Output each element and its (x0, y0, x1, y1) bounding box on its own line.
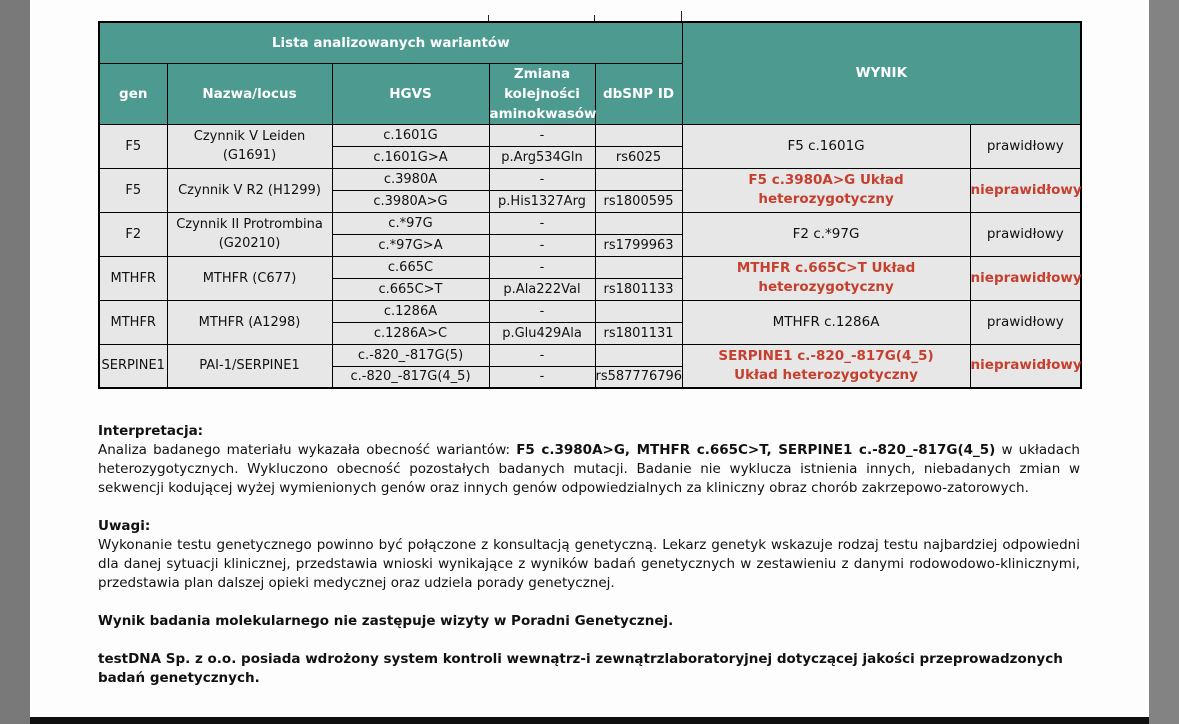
cell-status: prawidłowy (970, 300, 1081, 344)
variant-row (99, 256, 1081, 278)
page-bottom-bar (30, 717, 1149, 724)
column-header-dbsnp-id: dbSNP ID (595, 63, 682, 124)
cell-status: nieprawidłowy (970, 256, 1081, 300)
cell-dbsnp (595, 168, 682, 190)
cell-dbsnp: rs6025 (595, 146, 682, 168)
cell-hgvs: c.3980A>G (332, 190, 489, 212)
cell-dbsnp: rs1801131 (595, 322, 682, 344)
column-header-zmiana-aminokwasow: Zmiana kolejności aminokwasów (489, 63, 595, 124)
cell-dbsnp: rs1801133 (595, 278, 682, 300)
cell-result: SERPINE1 c.-820_-817G(4_5) Układ heterozygotyczny (682, 344, 970, 388)
cell-aa-change: p.Glu429Ala (489, 322, 595, 344)
cell-hgvs: c.3980A (332, 168, 489, 190)
cell-result: MTHFR c.665C>T Układ heterozygotyczny (682, 256, 970, 300)
cell-aa-change: - (489, 124, 595, 146)
right-gray-margin (1149, 0, 1179, 724)
disclaimer-line: Wynik badania molekularnego nie zastępuje wizyty w Poradni Genetycznej. (98, 613, 674, 629)
cell-dbsnp (595, 256, 682, 278)
cell-name: MTHFR (A1298) (167, 300, 332, 344)
cell-hgvs: c.-820_-817G(5) (332, 344, 489, 366)
cell-aa-change: - (489, 212, 595, 234)
cell-aa-change: p.Ala222Val (489, 278, 595, 300)
cell-result: F5 c.1601G (682, 124, 970, 168)
cell-result: F5 c.3980A>G Układ heterozygotyczny (682, 168, 970, 212)
cell-gen: F5 (99, 168, 167, 212)
cell-gen: F2 (99, 212, 167, 256)
remarks-heading: Uwagi: (98, 518, 151, 534)
column-header-hgvs: HGVS (332, 63, 489, 124)
cell-gen: MTHFR (99, 256, 167, 300)
column-header-wynik: WYNIK (682, 22, 1081, 124)
interpretation-heading: Interpretacja: (98, 423, 204, 439)
variant-row (99, 212, 1081, 234)
cell-dbsnp: rs587776796 (595, 366, 682, 388)
cell-hgvs: c.-820_-817G(4_5) (332, 366, 489, 388)
cell-result: MTHFR c.1286A (682, 300, 970, 344)
interpretation-paragraph (98, 422, 1080, 498)
cell-dbsnp (595, 300, 682, 322)
cell-hgvs: c.*97G (332, 212, 489, 234)
cell-name: Czynnik V R2 (H1299) (167, 168, 332, 212)
cell-aa-change: p.Arg534Gln (489, 146, 595, 168)
cell-dbsnp (595, 344, 682, 366)
cell-gen: MTHFR (99, 300, 167, 344)
cell-hgvs: c.665C>T (332, 278, 489, 300)
cell-status: nieprawidłowy (970, 344, 1081, 388)
cell-aa-change: p.His1327Arg (489, 190, 595, 212)
column-header-nazwa-locus: Nazwa/locus (167, 63, 332, 124)
variant-row (99, 300, 1081, 322)
interpretation-text-post: w układach heterozygotycznych. Wykluczono obecność pozostałych badanych mutacji. Badanie nie wyklucza istnienia innych, niebadanych zmian w sekwencji kodującej wyżej wymienionych genów oraz innych genów odpowiedzialnych za kliniczny obraz chorób zakrzepowo-zatorowych. (98, 442, 1080, 496)
cell-aa-change: - (489, 234, 595, 256)
document-page (30, 0, 1149, 724)
cell-hgvs: c.1601G>A (332, 146, 489, 168)
cell-hgvs: c.*97G>A (332, 234, 489, 256)
cell-hgvs: c.1601G (332, 124, 489, 146)
cell-dbsnp: rs1799963 (595, 234, 682, 256)
variants-table (98, 21, 1082, 389)
variant-row (99, 124, 1081, 146)
cropped-row-tick (681, 11, 682, 21)
interpretation-variants-bold: F5 c.3980A>G, MTHFR c.665C>T, SERPINE1 c.-820_-817G(4_5) (516, 442, 996, 458)
variant-table-body (99, 124, 1081, 388)
cell-name: Czynnik II Protrombina (G20210) (167, 212, 332, 256)
cell-name: MTHFR (C677) (167, 256, 332, 300)
cell-name: PAI-1/SERPINE1 (167, 344, 332, 388)
quality-statement: testDNA Sp. z o.o. posiada wdrożony system kontroli wewnątrz-i zewnątrzlaboratoryjnej dotyczącej jakości przeprowadzonych badań genetycznych. (98, 651, 1063, 686)
cell-hgvs: c.665C (332, 256, 489, 278)
cell-hgvs: c.1286A>C (332, 322, 489, 344)
cropped-row-tick (488, 15, 489, 21)
cell-aa-change: - (489, 168, 595, 190)
column-header-gen: gen (99, 63, 167, 124)
interpretation-text-pre: Analiza badanego materiału wykazała obecność wariantów: (98, 442, 517, 458)
cropped-row-tick (594, 15, 595, 21)
table-title: Lista analizowanych wariantów (99, 22, 682, 63)
cell-dbsnp (595, 212, 682, 234)
report-text (98, 422, 1080, 688)
cell-aa-change: - (489, 300, 595, 322)
cell-dbsnp: rs1800595 (595, 190, 682, 212)
cell-aa-change: - (489, 344, 595, 366)
cell-gen: SERPINE1 (99, 344, 167, 388)
remarks-paragraph (98, 517, 1080, 593)
cell-status: prawidłowy (970, 124, 1081, 168)
cell-aa-change: - (489, 256, 595, 278)
cell-status: prawidłowy (970, 212, 1081, 256)
remarks-text: Wykonanie testu genetycznego powinno być połączone z konsultacją genetyczną. Lekarz genetyk wskazuje rodzaj testu najbardziej odpowiedni dla danej sytuacji klinicznej, przedstawia wnioski wynikające z wyników badań genetycznych w zestawieniu z danymi rodowodowo-klinicznymi, przedstawia plan dalszej opieki medycznej oraz udziela porady genetycznej. (98, 537, 1080, 591)
cell-name: Czynnik V Leiden (G1691) (167, 124, 332, 168)
variant-row (99, 168, 1081, 190)
variant-row (99, 344, 1081, 366)
cell-aa-change: - (489, 366, 595, 388)
cell-hgvs: c.1286A (332, 300, 489, 322)
cell-status: nieprawidłowy (970, 168, 1081, 212)
cell-dbsnp (595, 124, 682, 146)
cell-result: F2 c.*97G (682, 212, 970, 256)
cell-gen: F5 (99, 124, 167, 168)
